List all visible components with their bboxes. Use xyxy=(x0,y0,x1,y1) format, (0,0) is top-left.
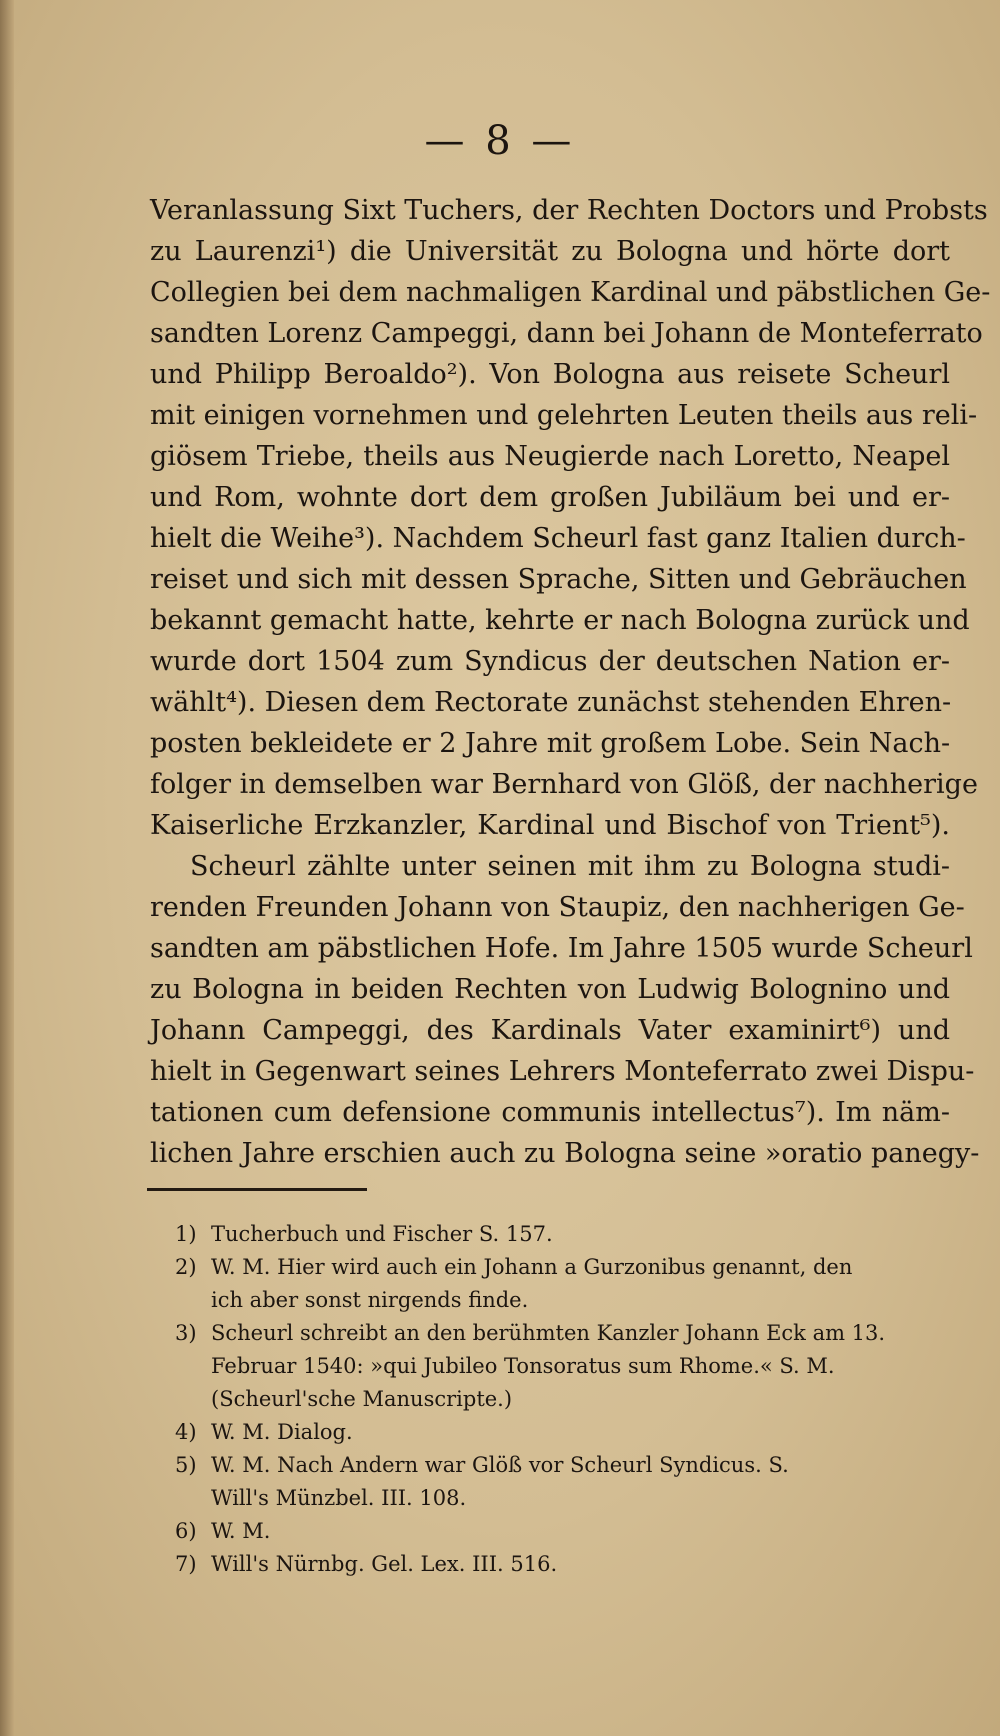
footnote-text: W. M. xyxy=(211,1519,271,1543)
text-line: hielt in Gegenwart seines Lehrers Monteferrato zwei Dispu- xyxy=(150,1056,975,1087)
text-line: hielt die Weihe³). Nachdem Scheurl fast ganz Italien durch- xyxy=(150,523,966,554)
footnote xyxy=(175,1548,950,1581)
text-line: mit einigen vornehmen und gelehrten Leuten theils aus reli- xyxy=(150,400,978,431)
text-line: wurde dort 1504 zum Syndicus der deutschen Nation er- xyxy=(150,646,950,677)
text-line: zu Bologna in beiden Rechten von Ludwig Bolognino und xyxy=(150,974,950,1005)
footnote-number: 3) xyxy=(175,1321,197,1345)
text-line: reiset und sich mit dessen Sprache, Sitten und Gebräuchen xyxy=(150,564,967,595)
page-number: — 8 — xyxy=(424,118,576,164)
footnote-text: W. M. Dialog. xyxy=(211,1420,353,1444)
text-line: Kaiserliche Erzkanzler, Kardinal und Bischof von Trient⁵). xyxy=(150,810,950,841)
text-line: und Rom, wohnte dort dem großen Jubiläum bei und er- xyxy=(150,482,950,513)
footnote-number: 6) xyxy=(175,1519,197,1543)
main-text xyxy=(150,190,991,1174)
text-line: lichen Jahre erschien auch zu Bologna seine »oratio panegy- xyxy=(150,1138,980,1169)
text-line: renden Freunden Johann von Staupiz, den nachherigen Ge- xyxy=(150,892,965,923)
footnote-number: 1) xyxy=(175,1222,197,1246)
footnote xyxy=(175,1251,950,1284)
text-line: wählt⁴). Diesen dem Rectorate zunächst stehenden Ehren- xyxy=(150,687,952,718)
footnote-number: 4) xyxy=(175,1420,197,1444)
footnote-continuation: Will's Münzbel. III. 108. xyxy=(211,1486,467,1510)
footnote-text: Scheurl schreibt an den berühmten Kanzler Johann Eck am 13. xyxy=(211,1321,886,1345)
footnote xyxy=(175,1449,950,1482)
footnote-text: Tucherbuch und Fischer S. 157. xyxy=(211,1222,553,1246)
text-line: tationen cum defensione communis intellectus⁷). Im näm- xyxy=(150,1097,950,1128)
text-line: Scheurl zählte unter seinen mit ihm zu Bologna studi- xyxy=(190,851,950,882)
footnote-number: 2) xyxy=(175,1255,197,1279)
text-line: zu Laurenzi¹) die Universität zu Bologna und hörte dort xyxy=(150,236,950,267)
text-line: Collegien bei dem nachmaligen Kardinal und päbstlichen Ge- xyxy=(150,277,991,308)
text-line: bekannt gemacht hatte, kehrte er nach Bologna zurück und xyxy=(150,605,970,636)
footnote-continuation: (Scheurl'sche Manuscripte.) xyxy=(211,1387,513,1411)
footnote-separator-rule xyxy=(147,1188,367,1191)
page-spine-shadow xyxy=(0,0,14,1736)
footnote xyxy=(175,1515,950,1548)
footnote-text: Will's Nürnbg. Gel. Lex. III. 516. xyxy=(211,1552,558,1576)
text-line: folger in demselben war Bernhard von Glöß, der nachherige xyxy=(150,769,978,800)
text-line: giösem Triebe, theils aus Neugierde nach Loretto, Neapel xyxy=(150,441,950,472)
footnote-continuation: Februar 1540: »qui Jubileo Tonsoratus sum Rhome.« S. M. xyxy=(211,1354,835,1378)
footnote xyxy=(175,1317,950,1350)
text-line: Johann Campeggi, des Kardinals Vater examinirt⁶) und xyxy=(150,1015,950,1046)
text-line: sandten Lorenz Campeggi, dann bei Johann de Monteferrato xyxy=(150,318,983,349)
text-line: Veranlassung Sixt Tuchers, der Rechten Doctors und Probsts xyxy=(150,195,988,226)
text-line: sandten am päbstlichen Hofe. Im Jahre 1505 wurde Scheurl xyxy=(150,933,973,964)
footnote xyxy=(175,1416,950,1449)
footnote xyxy=(175,1218,950,1251)
text-line: posten bekleidete er 2 Jahre mit großem Lobe. Sein Nach- xyxy=(150,728,951,759)
footnotes xyxy=(175,1218,950,1581)
footnote-number: 7) xyxy=(175,1552,197,1576)
footnote-number: 5) xyxy=(175,1453,197,1477)
text-line: und Philipp Beroaldo²). Von Bologna aus reisete Scheurl xyxy=(150,359,950,390)
footnote-text: W. M. Hier wird auch ein Johann a Gurzonibus genannt, den xyxy=(211,1255,853,1279)
footnote-text: W. M. Nach Andern war Glöß vor Scheurl Syndicus. S. xyxy=(211,1453,789,1477)
footnote-continuation: ich aber sonst nirgends finde. xyxy=(211,1288,529,1312)
